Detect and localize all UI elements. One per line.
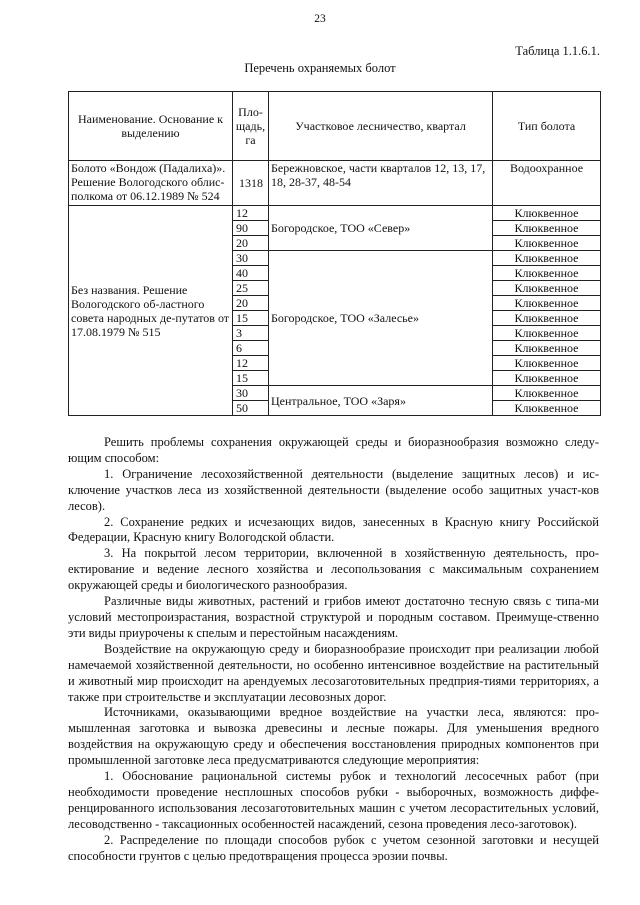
cell-type: Водоохранное (493, 161, 601, 206)
header-area: Пло-щадь, га (233, 92, 269, 161)
cell-area: 12 (233, 356, 269, 371)
cell-type: Клюквенное (493, 296, 601, 311)
table-title: Перечень охраняемых болот (244, 61, 396, 75)
cell-type: Клюквенное (493, 206, 601, 221)
cell-area: 15 (233, 311, 269, 326)
table-row (69, 161, 601, 206)
cell-area: 12 (233, 206, 269, 221)
table-header-row (69, 92, 601, 161)
body-text (68, 435, 599, 864)
page-number: 23 (314, 13, 326, 25)
cell-type: Клюквенное (493, 221, 601, 236)
paragraph: Источниками, оказывающими вредное воздействие на участки леса, являются: про-мышленная заготовка и вывозка древесины и лесные пожары. Для уменьшения вредного воздействия на окружающую среду и обеспечения восстановления природных компонентов при промышленной заготовке леса предусматриваются следующие мероприятия: (68, 705, 599, 768)
cell-area: 30 (233, 386, 269, 401)
cell-area: 15 (233, 371, 269, 386)
cell-area: 1318 (233, 161, 269, 206)
paragraph: Решить проблемы сохранения окружающей среды и биоразнообразия возможно следу-ющим способом: (68, 435, 599, 465)
cell-type: Клюквенное (493, 401, 601, 416)
cell-type: Клюквенное (493, 386, 601, 401)
table-row (69, 206, 601, 221)
paragraph: 2. Сохранение редких и исчезающих видов, занесенных в Красную книгу Российской Федерации, Красную книгу Вологодской области. (68, 514, 599, 545)
cell-forestry-sever: Богородское, ТОО «Север» (269, 206, 493, 251)
cell-type: Клюквенное (493, 266, 601, 281)
cell-type: Клюквенное (493, 281, 601, 296)
cell-name: Болото «Вондож (Падалиха)». Решение Вологодского облис-полкома от 06.12.1989 № 524 (69, 161, 233, 206)
protected-bogs-table (68, 91, 601, 416)
paragraph: 1. Обоснование рациональной системы рубок и технологий лесосечных работ (при необходимости проведение несплошных способов рубки - выборочных, возможность диффе-ренцированного использования лесозаготовительных машин с учетом лесорастительных условий, лесоводственно - таксационных особенностей насаждений, сезона проведения лесо-заготовок). (68, 769, 599, 831)
cell-type: Клюквенное (493, 341, 601, 356)
table-id: Таблица 1.1.6.1. (515, 44, 600, 58)
cell-area: 50 (233, 401, 269, 416)
paragraph: 2. Распределение по площади способов рубок с учетом сезонной заготовки и несущей способности грунтов с целью предотвращения процесса эрозии почвы. (68, 832, 599, 863)
cell-area: 40 (233, 266, 269, 281)
paragraph: Различные виды животных, растений и грибов имеют достаточно тесную связь с типа-ми условий местопроизрастания, возрастной структурой и породным составом. Преимуще-ственно эти виды приурочены к спелым и перестойным насаждениям. (68, 594, 599, 640)
paragraph: 1. Ограничение лесохозяйственной деятельности (выделение защитных лесов) и ис-ключение участков леса из хозяйственной деятельности (выделение особо защитных участ-ков лесов). (68, 466, 599, 513)
cell-type: Клюквенное (493, 311, 601, 326)
cell-area: 25 (233, 281, 269, 296)
paragraph: Воздействие на окружающую среду и биоразнообразие происходит при реализации любой намечаемой хозяйственной деятельности, но особенно интенсивное воздействие на растительный и животный мир происходит на арендуемых лесозаготовительных предприя-тиями территориях, а также при строительстве и эксплуатации лесовозных дорог. (68, 641, 599, 704)
cell-type: Клюквенное (493, 236, 601, 251)
cell-group-name: Без названия. Решение Вологодского об-ластного совета народных де-путатов от 17.08.1979 № 515 (69, 206, 233, 416)
cell-type: Клюквенное (493, 251, 601, 266)
cell-type: Клюквенное (493, 356, 601, 371)
header-forestry: Участковое лесничество, квартал (269, 92, 493, 161)
cell-area: 6 (233, 341, 269, 356)
cell-area: 20 (233, 236, 269, 251)
header-name: Наименование. Основание к выделению (69, 92, 233, 161)
cell-forestry: Бережновское, части кварталов 12, 13, 17, 18, 28-37, 48-54 (269, 161, 493, 206)
cell-forestry-zalesye: Богородское, ТОО «Залесье» (269, 251, 493, 386)
cell-forestry-zarya: Центральное, ТОО «Заря» (269, 386, 493, 416)
cell-area: 30 (233, 251, 269, 266)
cell-type: Клюквенное (493, 371, 601, 386)
cell-type: Клюквенное (493, 326, 601, 341)
header-type: Тип болота (493, 92, 601, 161)
cell-area: 20 (233, 296, 269, 311)
cell-area: 3 (233, 326, 269, 341)
cell-area: 90 (233, 221, 269, 236)
paragraph: 3. На покрытой лесом территории, включенной в хозяйственную деятельность, про-ектирование и ведение лесного хозяйства и лесопользования с максимальным сохранением окружающей среды и биологического разнообразия. (68, 546, 599, 593)
